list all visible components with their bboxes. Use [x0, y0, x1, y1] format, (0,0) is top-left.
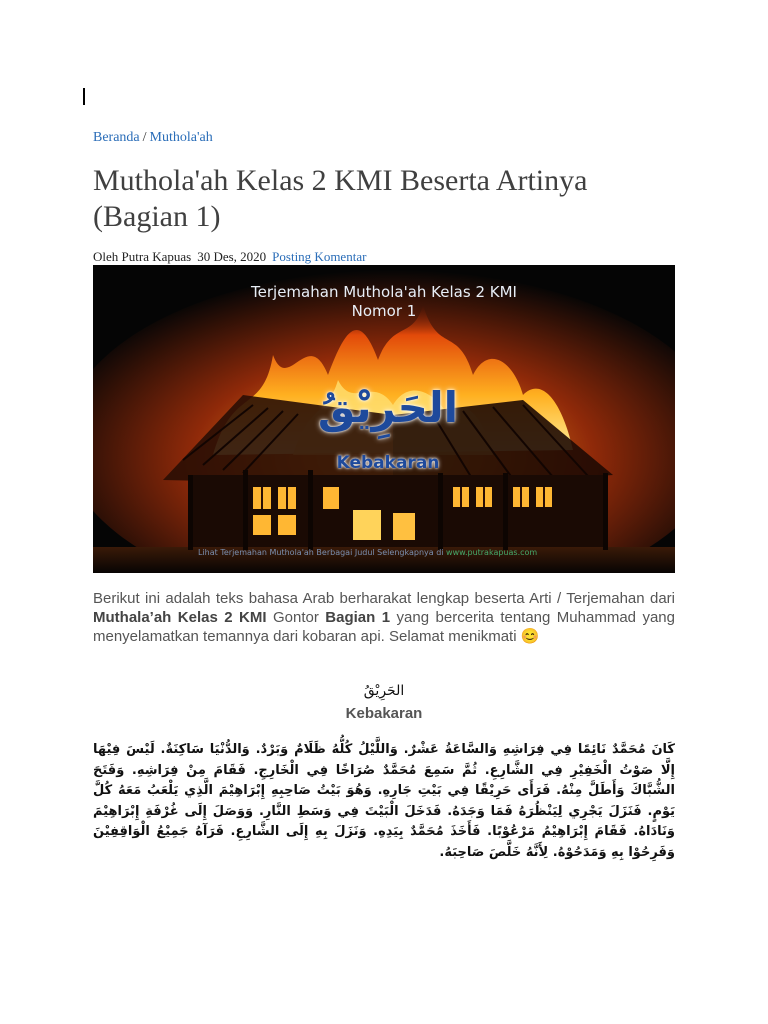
intro-bold-course: Muthala’ah Kelas 2 KMI [93, 609, 267, 626]
post-title: Muthola'ah Kelas 2 KMI Beserta Artinya (Bagian 1) [93, 164, 588, 233]
intro-bold-part: Bagian 1 [325, 609, 391, 626]
hero-credit [198, 548, 537, 557]
breadcrumb [93, 130, 213, 146]
post-author: Oleh Putra Kapuas [93, 249, 192, 264]
intro-part-2: Gontor [266, 609, 326, 626]
post-date: 30 Des, 2020 [197, 249, 267, 264]
text-cursor [83, 88, 85, 105]
intro-part-1: Berikut ini adalah teks bahasa Arab berharakat lengkap beserta Arti / Terjemahan dari [93, 590, 675, 607]
hero-title-line: Terjemahan Muthola'ah Kelas 2 KMI [251, 283, 517, 301]
arabic-body-text: كَانَ مُحَمَّدٌ نَائِمًا فِي فِرَاشِهِ وَالسَّاعَةُ عَشْرٌ. وَاللَّيْلُ كُلُّهُ ظَلَامٌ وَبَرْدٌ. وَالدُّنْيَا سَاكِنَةٌ. لَيْسَ فِيْهَا إِلَّا صَوْتُ الْخَفِيْرِ فِي الشَّارِعِ. ثُمَّ سَمِعَ مُحَمَّدٌ صُرَاخًا فِي الْخَارِجِ. فَقَامَ مِنْ فِرَاشِهِ. وَفَتَحَ الشُّبَّاكَ وَأَطَلَّ مِنْهُ. فَرَأَى حَرِيْقًا فِي بَيْتِ جَارِهِ. وَهُوَ بَيْتُ صَاحِبِهِ إِبْرَاهِيْمَ الَّذِي يَلْعَبُ مَعَهُ كُلَّ يَوْمٍ. فَنَزَلَ يَجْرِي لِيَنْظُرَهُ فَمَا وَجَدَهُ. فَدَخَلَ الْبَيْتَ فِي وَسَطِ النَّارِ. وَوَصَلَ إِلَى غُرْفَةِ إِبْرَاهِيْمَ وَنَادَاهُ. فَقَامَ إِبْرَاهِيْمُ مَرْعُوْبًا. فَأَخَذَ مُحَمَّدٌ بِيَدِهِ. وَنَزَلَ بِهِ إِلَى الشَّارِعِ. فَرَآهُ جَمِيْعُ الْوَاقِفِيْنَ وَفَرِحُوْا بِهِ وَمَدَحُوْهُ. لِأَنَّهُ خَلَّصَ صَاحِبَهُ. [93, 742, 675, 860]
comment-link[interactable]: Posting Komentar [272, 249, 367, 264]
hero-credit-text: Lihat Terjemahan Muthola'ah Berbagai Judul Selengkapnya di [198, 548, 447, 557]
breadcrumb-home-link[interactable]: Beranda [93, 130, 140, 145]
hero-indonesian-title: Kebakaran [336, 453, 440, 473]
post-byline [93, 249, 366, 265]
breadcrumb-separator: / [142, 130, 147, 145]
arabic-heading: الحَرِيْقُ [363, 683, 405, 699]
indonesian-heading: Kebakaran [345, 705, 423, 722]
hero-credit-site: www.putrakapuas.com [446, 548, 538, 557]
hero-image [93, 265, 675, 573]
hero-number-line: Nomor 1 [351, 302, 417, 320]
intro-part-3: yang bercerita tentang Muhammad yang menyelamatkan temannya dari kobaran api. Selamat menikmati 😊 [93, 609, 675, 645]
breadcrumb-category-link[interactable]: Muthola'ah [149, 130, 213, 145]
hero-arabic-title: الحَرِيْقُ [317, 383, 459, 432]
intro-paragraph [93, 589, 675, 646]
